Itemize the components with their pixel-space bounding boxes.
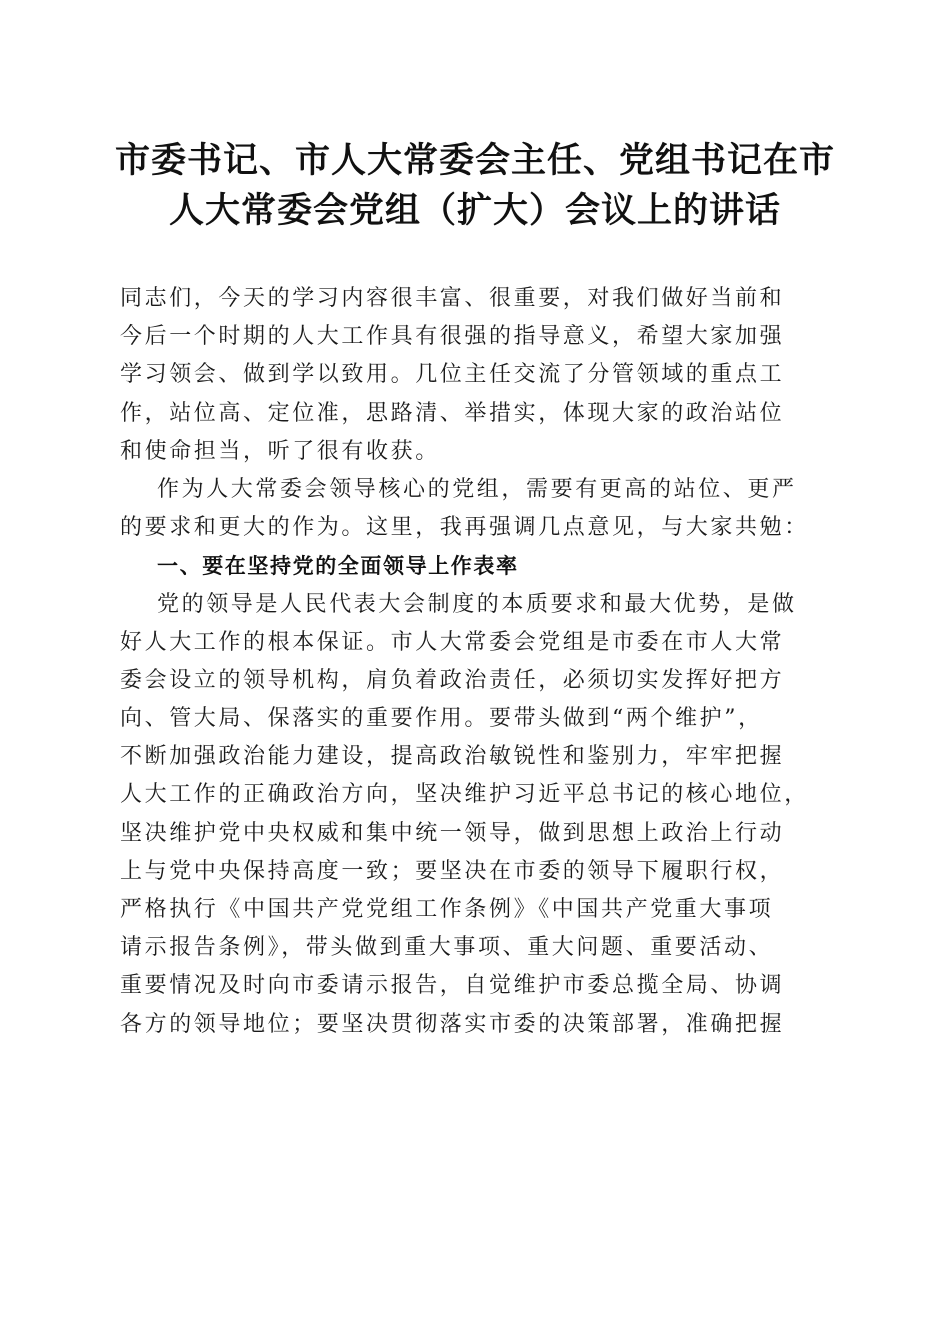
paragraph-line: 今后一个时期的人大工作具有很强的指导意义，希望大家加强 xyxy=(120,324,785,350)
section-heading: 一、要在坚持党的全面领导上作表率 xyxy=(157,554,519,579)
paragraph-line: 重要情况及时向市委请示报告，自觉维护市委总揽全局、协调 xyxy=(120,973,785,999)
paragraph-line: 坚决维护党中央权威和集中统一领导，做到思想上政治上行动 xyxy=(120,820,785,846)
paragraph-line: 的要求和更大的作为。这里，我再强调几点意见，与大家共勉： xyxy=(120,515,809,541)
document-body xyxy=(120,280,840,1044)
paragraph-line: 好人大工作的根本保证。市人大常委会党组是市委在市人大常 xyxy=(120,629,785,655)
paragraph-line: 人大工作的正确政治方向，坚决维护习近平总书记的核心地位， xyxy=(120,782,809,808)
paragraph-line: 请示报告条例》，带头做到重大事项、重大问题、重要活动、 xyxy=(120,935,774,961)
paragraph-line: 严格执行《中国共产党党组工作条例》《中国共产党重大事项 xyxy=(120,897,774,922)
paragraph-line: 向、管大局、保落实的重要作用。要带头做到“两个维护”， xyxy=(120,706,763,732)
paragraph-line: 不断加强政治能力建设，提高政治敏锐性和鉴别力，牢牢把握 xyxy=(120,744,785,770)
paragraph-line: 作，站位高、定位准，思路清、举措实，体现大家的政治站位 xyxy=(120,400,785,426)
title-line-1: 市委书记、市人大常委会主任、党组书记在市 xyxy=(114,141,835,181)
title-line-2: 人大常委会党组（扩大）会议上的讲话 xyxy=(168,191,781,231)
paragraph-line: 作为人大常委会领导核心的党组，需要有更高的站位、更严 xyxy=(157,476,797,502)
paragraph-line: 同志们，今天的学习内容很丰富、很重要，对我们做好当前和 xyxy=(120,286,785,311)
paragraph-line: 委会设立的领导机构，肩负着政治责任，必须切实发挥好把方 xyxy=(120,667,785,693)
document-title xyxy=(100,136,850,236)
paragraph-line: 和使命担当，听了很有收获。 xyxy=(120,438,440,464)
paragraph-line: 学习领会、做到学以致用。几位主任交流了分管领域的重点工 xyxy=(120,362,785,388)
paragraph-line: 各方的领导地位；要坚决贯彻落实市委的决策部署，准确把握 xyxy=(120,1011,785,1037)
paragraph-line: 上与党中央保持高度一致；要坚决在市委的领导下履职行权， xyxy=(120,858,785,884)
paragraph-line: 党的领导是人民代表大会制度的本质要求和最大优势，是做 xyxy=(157,591,797,617)
